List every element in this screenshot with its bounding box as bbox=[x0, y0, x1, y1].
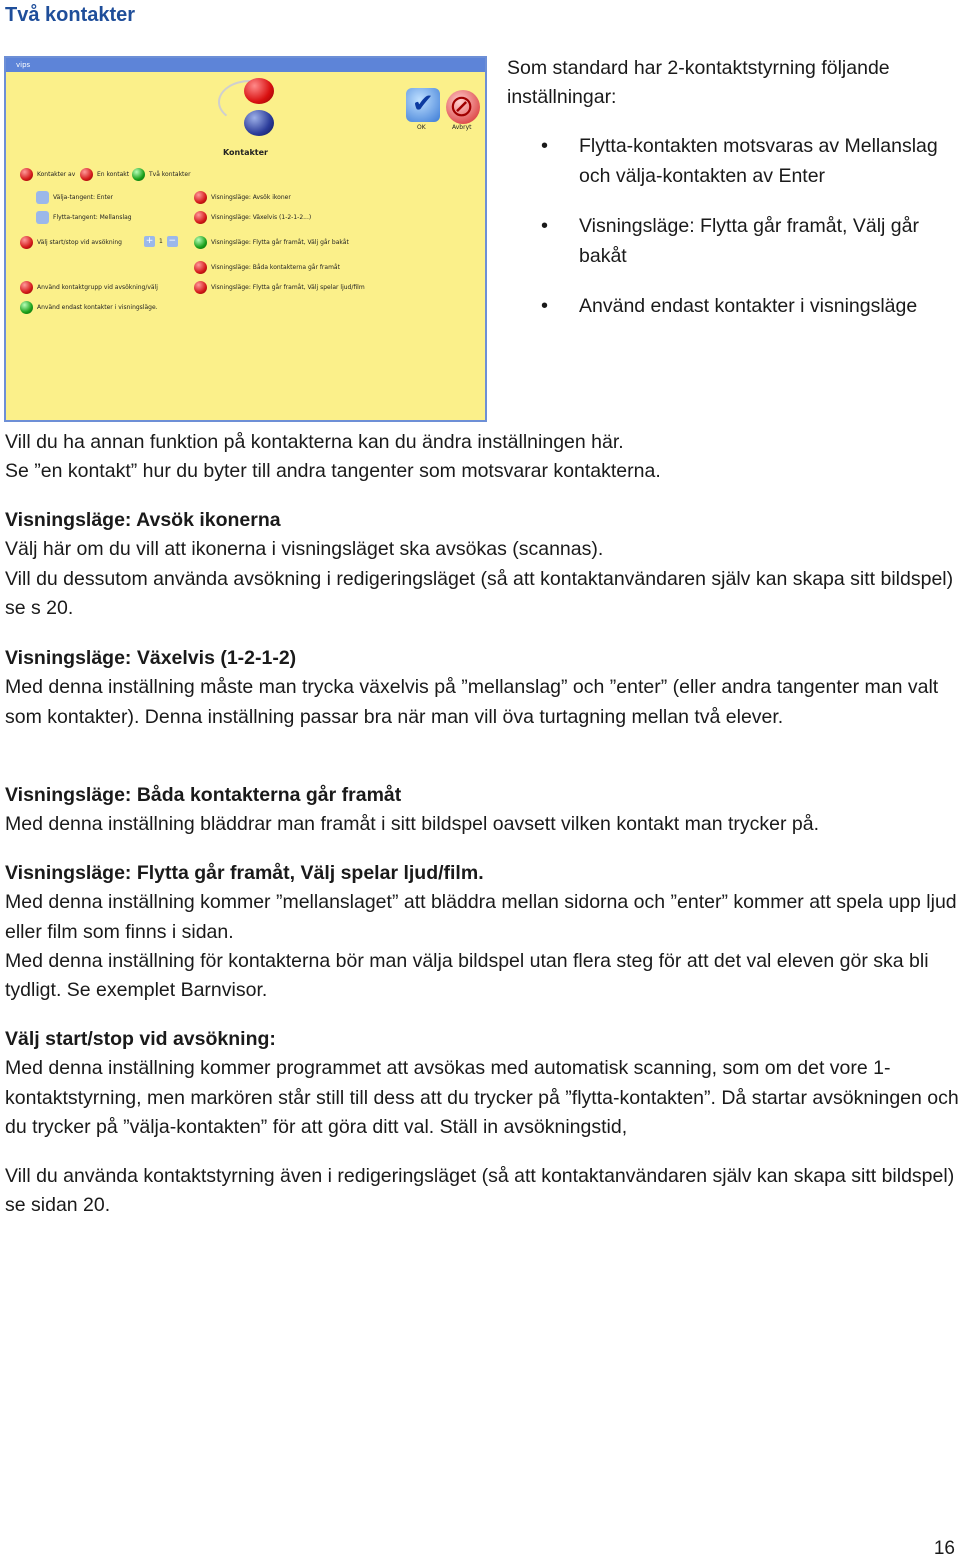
section-title: Visningsläge: Växelvis (1-2-1-2) bbox=[5, 647, 297, 669]
option-flytta-fram[interactable]: Visningsläge: Flytta går framåt, Välj går bakåt bbox=[194, 236, 349, 249]
scan-time-stepper[interactable]: + 1 − bbox=[145, 236, 177, 246]
list-item: • Använd endast kontakter i visningsläge bbox=[507, 292, 947, 322]
section-title: Visningsläge: Båda kontakterna går framåt bbox=[5, 784, 402, 806]
red-switch-icon bbox=[244, 78, 274, 104]
blue-switch-icon bbox=[244, 110, 274, 136]
option-start-stop[interactable]: Välj start/stop vid avsökning bbox=[20, 236, 122, 249]
radio-off-icon bbox=[80, 168, 93, 181]
radio-off-icon bbox=[20, 168, 33, 181]
option-kontakter-av[interactable]: Kontakter av bbox=[20, 168, 75, 181]
ok-button[interactable] bbox=[406, 88, 440, 122]
settings-screenshot bbox=[4, 56, 487, 422]
radio-off-icon bbox=[194, 261, 207, 274]
section-start-stop: Välj start/stop vid avsökning: Med denna inställning kommer programmet att avsökas med automatisk scanning, som om det vore 1-kontaktstyrning, men markören står still till dess att du trycker på ”flytta-kontakten”. Då startar avsökningen och du trycker på ”välja-kontakten” för att göra ditt val. Ställ in avsökningstid, bbox=[5, 1028, 959, 1138]
radio-on-icon bbox=[132, 168, 145, 181]
option-flytta-ljud[interactable]: Visningsläge: Flytta går framåt, Välj spelar ljud/film bbox=[194, 281, 365, 294]
key-icon bbox=[36, 191, 49, 204]
paragraph-redigeringslaget: Vill du använda kontaktstyrning även i redigeringsläget (så att kontaktanvändaren själv kan skapa sitt bildspel) se sidan 20. bbox=[5, 1165, 955, 1217]
option-bada-framat[interactable]: Visningsläge: Båda kontakterna går framåt bbox=[194, 261, 340, 274]
option-avsok-ikoner[interactable]: Visningsläge: Avsök ikoner bbox=[194, 191, 291, 204]
section-bada-framat: Visningsläge: Båda kontakterna går framåt Med denna inställning bläddrar man framåt i sitt bildspel oavsett vilken kontakt man trycker på. bbox=[5, 784, 819, 836]
cancel-label: Avbryt bbox=[452, 124, 472, 131]
option-endast-kontakter[interactable]: Använd endast kontakter i visningsläge. bbox=[20, 301, 158, 314]
page-heading: Två kontakter bbox=[5, 4, 136, 26]
radio-on-icon bbox=[20, 301, 33, 314]
option-tva-kontakter[interactable]: Två kontakter bbox=[132, 168, 191, 181]
section-vaxelvis: Visningsläge: Växelvis (1-2-1-2) Med denna inställning måste man trycka växelvis på ”mellanslag” och ”enter” (eller andra tangenter man valt som kontakter). Denna inställning passar bra när man vill öva turtagning mellan två elever. bbox=[5, 647, 939, 728]
panel-title: Kontakter bbox=[223, 148, 268, 157]
page-number: 16 bbox=[933, 1538, 955, 1559]
radio-off-icon bbox=[194, 191, 207, 204]
radio-off-icon bbox=[194, 211, 207, 224]
list-item: • Visningsläge: Flytta går framåt, Välj går bakåt bbox=[507, 212, 947, 271]
section-title: Visningsläge: Avsök ikonerna bbox=[5, 509, 281, 531]
option-kontaktgrupp[interactable]: Använd kontaktgrupp vid avsökning/välj bbox=[20, 281, 158, 294]
option-en-kontakt[interactable]: En kontakt bbox=[80, 168, 129, 181]
ok-label: OK bbox=[417, 124, 426, 131]
paragraph-change-function: Vill du ha annan funktion på kontakterna kan du ändra inställningen här. Se ”en kontakt” hur du byter till andra tangenter som motsvarar kontakterna. bbox=[5, 431, 661, 483]
plus-icon[interactable]: + bbox=[145, 236, 154, 246]
cancel-button[interactable] bbox=[446, 90, 480, 124]
list-item: • Flytta-kontakten motsvaras av Mellanslag och välja-kontakten av Enter bbox=[507, 132, 947, 191]
intro-text: Som standard har 2-kontaktstyrning följande inställningar: bbox=[507, 57, 890, 108]
valja-tangent-setting[interactable]: Välja-tangent: Enter bbox=[36, 191, 113, 204]
section-title: Visningsläge: Flytta går framåt, Välj spelar ljud/film. bbox=[5, 862, 484, 884]
section-title: Välj start/stop vid avsökning: bbox=[5, 1028, 276, 1050]
flytta-tangent-setting[interactable]: Flytta-tangent: Mellanslag bbox=[36, 211, 132, 224]
option-vaxelvis[interactable]: Visningsläge: Växelvis (1-2-1-2...) bbox=[194, 211, 311, 224]
minus-icon[interactable]: − bbox=[168, 236, 177, 246]
radio-on-icon bbox=[194, 236, 207, 249]
radio-off-icon bbox=[20, 281, 33, 294]
window-titlebar: vips bbox=[6, 58, 485, 72]
radio-off-icon bbox=[20, 236, 33, 249]
key-icon bbox=[36, 211, 49, 224]
section-avsok-ikonerna: Visningsläge: Avsök ikonerna Välj här om du vill att ikonerna i visningsläget ska avsökas (scannas). Vill du dessutom använda avsökning i redigeringsläget (så att kontaktanvändaren själv kan skapa sitt bildspel) se s 20. bbox=[5, 509, 954, 619]
default-settings-list bbox=[507, 132, 947, 343]
radio-off-icon bbox=[194, 281, 207, 294]
section-flytta-ljud: Visningsläge: Flytta går framåt, Välj spelar ljud/film. Med denna inställning kommer ”mellanslaget” att bläddra mellan sidorna och ”enter” kommer att spela upp ljud eller film som finns i sidan. Med denna inställning för kontakterna bör man välja bildspel utan flera steg för att det val eleven gör ska bli tydligt. Se exemplet Barnvisor. bbox=[5, 862, 957, 1002]
